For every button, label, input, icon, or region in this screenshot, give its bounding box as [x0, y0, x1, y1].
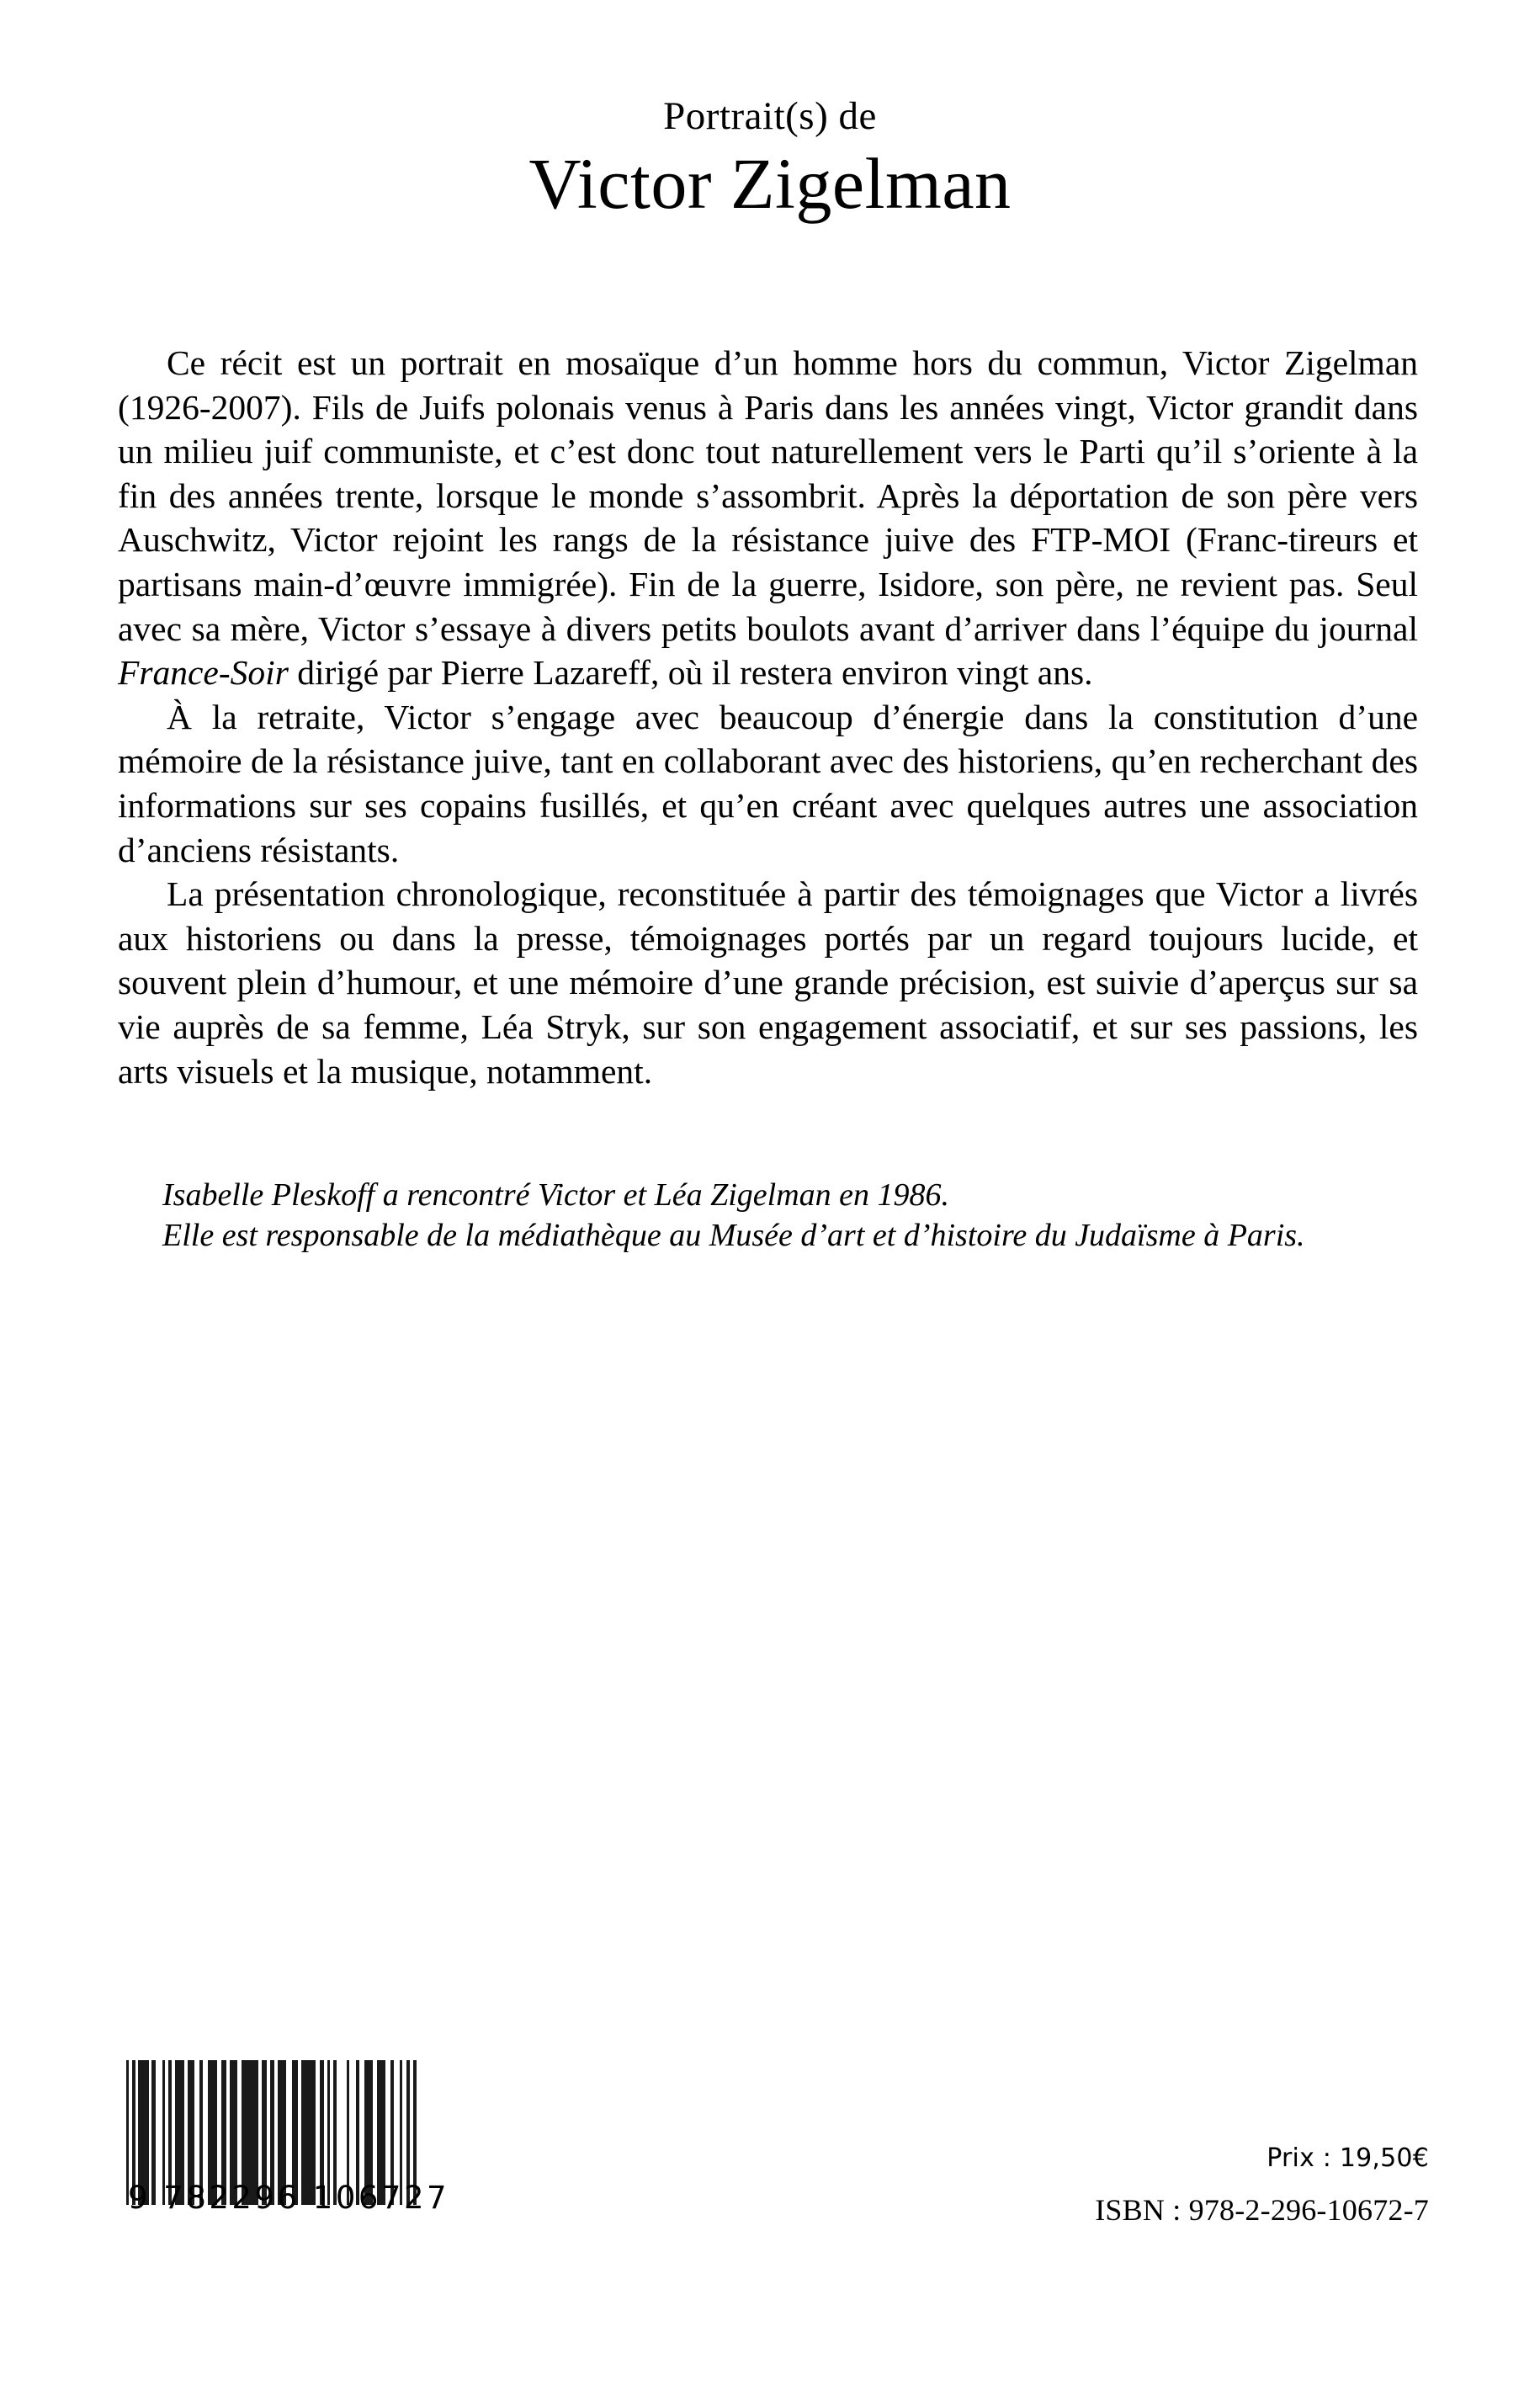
isbn-label: ISBN : 978-2-296-10672-7	[1095, 2193, 1429, 2227]
cover-kicker: Portrait(s) de	[663, 94, 877, 138]
page-title: Victor Zigelman	[528, 142, 1012, 224]
blurb-paragraph-1	[118, 341, 1418, 695]
author-note-line-1: Isabelle Pleskoff a rencontré Victor et Léa Zigelman en 1986.	[162, 1177, 950, 1213]
blurb-p1-part-b: dirigé par Pierre Lazareff, où il restera environ vingt ans.	[288, 653, 1093, 693]
blurb-text	[118, 341, 1418, 1093]
price-label: Prix : 19,50€	[1267, 2143, 1429, 2173]
blurb-paragraph-3: La présentation chronologique, reconstituée à partir des témoignages que Victor a livrés aux historiens ou dans la presse, témoignages portés par un regard toujours lucide, et souvent plein d’humour, et une mémoire d’une grande précision, est suivie d’aperçus sur sa vie auprès de sa femme, Léa Stryk, sur son engagement associatif, et sur ses passions, les arts visuels et la musique, notamment.	[118, 874, 1418, 1091]
blurb-paragraph-2: À la retraite, Victor s’engage avec beaucoup d’énergie dans la constitution d’une mémoire de la résistance juive, tant en collaborant avec des historiens, qu’en recherchant des informations sur ses copains fusillés, et qu’en créant avec quelques autres une association d’anciens résistants.	[118, 697, 1418, 869]
pricing-block	[1095, 2143, 1429, 2228]
barcode	[125, 2060, 450, 2216]
author-note	[162, 1175, 1425, 1256]
author-note-line-2: Elle est responsable de la médiathèque au Musée d’art et d’histoire du Judaïsme à Paris.	[162, 1218, 1305, 1253]
barcode-digits: 9 782296 106727	[128, 2180, 450, 2216]
blurb-p1-part-a: Ce récit est un portrait en mosaïque d’un homme hors du commun, Victor Zigelman (1926-2007). Fils de Juifs polonais venus à Paris dans les années vingt, Victor grandit dans un milieu juif communiste, et c’est donc tout naturellement vers le Parti qu’il s’oriente à la fin des années trente, lorsque le monde s’assombrit. Après la déportation de son père vers Auschwitz, Victor rejoint les rangs de la résistance juive des FTP-MOI (Franc-tireurs et partisans main-d’œuvre immigrée). Fin de la guerre, Isidore, son père, ne revient pas. Seul avec sa mère, Victor s’essaye à divers petits boulots avant d’arriver dans l’équipe du journal	[118, 343, 1418, 648]
journal-title-italic: France-Soir	[118, 653, 289, 693]
title-block	[0, 94, 1540, 223]
